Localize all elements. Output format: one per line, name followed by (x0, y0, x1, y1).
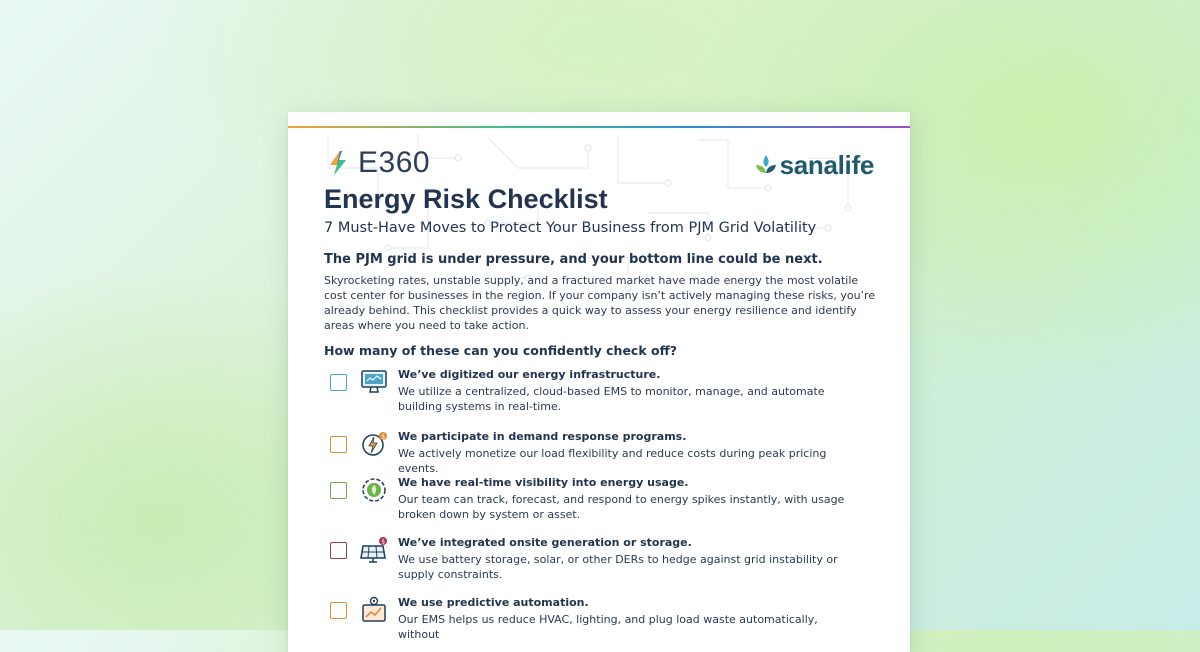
sanalife-wordmark: sanalife (779, 150, 874, 180)
sanalife-logo (754, 150, 874, 181)
solar-panel-icon (360, 536, 388, 564)
page-subtitle: 7 Must-Have Moves to Protect Your Business from PJM Grid Volatility (324, 220, 817, 236)
automation-gear-icon (360, 596, 388, 624)
intro-paragraph: Skyrocketing rates, unstable supply, and a fractured market have made energy the most volatile cost center for businesses in the region. If your company isn’t actively managing these risks, you’re already behind. This checklist provides a quick way to assess your energy resilience and identify areas where you need to take action. (324, 274, 876, 332)
page-title: Energy Risk Checklist (324, 184, 608, 214)
checklist-item-predictive-automation (328, 596, 888, 646)
item-title: We’ve integrated onsite generation or storage. (398, 536, 692, 549)
item-description: We utilize a centralized, cloud-based EMS to monitor, manage, and automate building systems in real-time. (398, 385, 825, 413)
checklist-document (288, 112, 910, 652)
item-description: Our team can track, forecast, and respond to energy spikes instantly, with usage broken down by system or asset. (398, 493, 845, 521)
eye-leaf-icon (360, 476, 388, 504)
svg-text:$: $ (381, 433, 386, 441)
checkbox[interactable] (330, 436, 347, 453)
checklist-item-visibility (328, 476, 888, 526)
item-description: We use battery storage, solar, or other DERs to hedge against grid instability or supply constraints. (398, 553, 838, 581)
checkbox[interactable] (330, 602, 347, 619)
item-description: Our EMS helps us reduce HVAC, lighting, and plug load waste automatically, without (398, 613, 818, 641)
checkbox[interactable] (330, 374, 347, 391)
item-description: We actively monetize our load flexibility and reduce costs during peak pricing events. (398, 447, 827, 475)
sanalife-leaf-icon (754, 153, 778, 179)
checklist-item-digitized (328, 368, 888, 418)
svg-text:$: $ (381, 538, 386, 546)
monitor-dashboard-icon (360, 368, 388, 396)
checkbox[interactable] (330, 482, 347, 499)
item-title: We have real-time visibility into energy usage. (398, 476, 689, 489)
item-title: We’ve digitized our energy infrastructure. (398, 368, 661, 381)
checklist-item-demand-response (328, 430, 888, 480)
e360-spark-icon (324, 149, 352, 177)
checklist-question: How many of these can you confidently check off? (324, 343, 677, 358)
lead-statement: The PJM grid is under pressure, and your bottom line could be next. (324, 252, 823, 267)
e360-logo (324, 146, 430, 180)
lightning-dollar-icon (360, 430, 388, 458)
item-title: We participate in demand response programs. (398, 430, 687, 443)
item-title: We use predictive automation. (398, 596, 589, 609)
checkbox[interactable] (330, 542, 347, 559)
e360-wordmark: E360 (358, 146, 431, 179)
checklist-item-onsite-generation (328, 536, 888, 586)
